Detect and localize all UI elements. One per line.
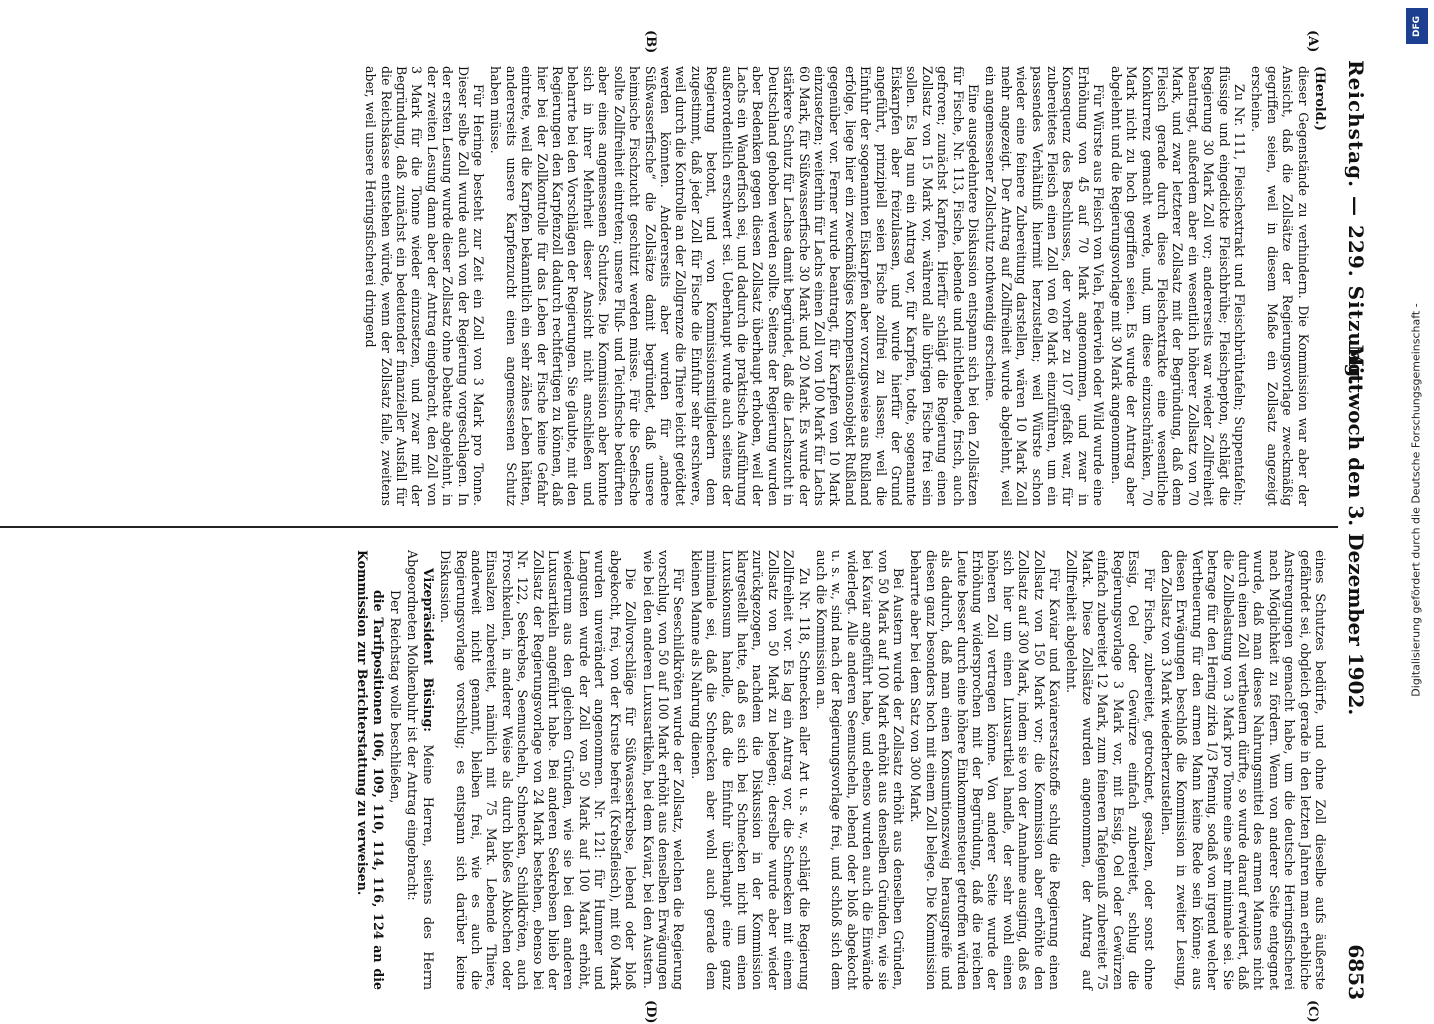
motion-line: Der Reichstag wolle beschließen, — [388, 590, 404, 804]
paragraph: Bei Austern wurde der Zollsatz erhöht aus denselben Gründen, von 50 Mark auf 100 Mark erhöht aus denselben Gründen, wie sie bei Kaviar angeführt habe, und ebenso wurden auch die Einwände widerlegt. Alle anderen Seemuscheln, lebend oder bloß abgekocht u. s. w., sind nach der Regierungsvorlage frei, und schloß sich dem auch die Kommission an. — [814, 550, 907, 990]
paragraph: Eine ausgedehntere Diskussion entspann sich bei den Zollsätzen für Fische, Nr. 113, Fische, lebende und nichtlebende, frisch, auch gefroren; zunächst Karpfen. Hierfür schlägt die Regierung einen Zollsatz von 15 Mark vor, während alle übrigen Fische frei sein sollen. Es lag nun ein Antrag vor, für Karpfen, todte, sogenannte Eiskarpfen aber freizulassen, und wurde hierfür der Grund angeführt, prinzipiell seien Fische zollfrei zu lassen; weil die Einfuhr der sogenannten Eiskarpfen aber vorzugsweise aus Rußland erfolge, liege hier ein zweckmäßiges Kompensationsobjekt Rußland gegenüber vor. Ferner wurde beantragt, für Karpfen von 10 Mark einzusetzen; weiterhin für Lachs einen Zoll von 100 Mark für Lachs 60 Mark, für Süßwasserfische 30 Mark und 20 Mark. Es wurde der stärkere Schutz für Lachse damit begründet, daß die Lachszucht in Deutschland gehoben werden sollte. Seitens der Regierung wurden aber Bedenken gegen diesen Zollsatz überhaupt erhoben, weil der Lachs ein Wanderfisch sei, und dadurch die praktische Ausführung außerordentlich erschwert sei. Ueberhaupt wurde auch seitens der Regierung betont, und von Kommissionsmitgliedern dem zugestimmt, daß jeder Zoll für Fische die Einfuhr sehr erschwere, weil durch die Kontrolle an der Zollgrenze die Thiere leicht getödtet werden könnten. Andererseits aber wurden für „andere Süßwasserfische“ die Zollsätze damit begründet, daß unsere heimische Fischzucht geschützt werden müsse. Für die Seefische sollte Zollfreiheit eintreten; unsere Fluß- und Teichfische bedürften aber eines angemessenen Schutzes. Die Kommission aber konnte sich in ihrer Mehrheit dieser Ansicht nicht anschließen und beharrte bei den Vorschlägen der Regierungen. Sie glaubte, mit den Regierungen den Karpfenzoll dadurch rechtfertigen zu können, daß hier bei der Zollkontrolle für das Leben der Fische keine Gefahr eintrete, weil die Karpfen bekanntlich ein sehr zähes Leben hätten, andererseits unsere Karpfenzucht einen angemessenen Schutz haben müsse. — [488, 66, 982, 506]
paragraph: Für Seeschildkröten wurde der Zollsatz, welchen die Regierung vorschlug, von 50 auf 100 Mark erhöht aus denselben Erwägungen wie bei den anderen Luxusartikeln, bei dem Kaviar, bei den Austern. — [640, 550, 687, 990]
margin-marker-b: (B) — [643, 30, 658, 54]
dfg-watermark-strip — [1398, 0, 1434, 1000]
left-column — [361, 66, 1328, 506]
paragraph: Für Würste aus Fleisch von Vieh, Federvieh oder Wild wurde eine Erhöhung von 45 auf 70 Mark angenommen, und zwar in Konsequenz des Beschlusses, der vorher zu 107 gefaßt war, für zubereitetes Fleisch einen Zoll von 60 Mark einzuführen, um ein passendes Verhältniß hiermit herzustellen; weil Würste schon wieder eine feinere Zubereitung darstellen, wären 10 Mark Zoll mehr angezeigt. Der Antrag auf Zollfreiheit wurde abgelehnt, weil ein angemessener Zollschutz nothwendig erscheine. — [983, 66, 1107, 506]
header-left: Reichstag. — 229. Sitzung. — [1344, 60, 1368, 387]
paragraph: Für Kaviar und Kaviarersatzstoffe schlug die Regierung einen Zollsatz von 150 Mark vor; die Kommission aber erhöhte den Zollsatz auf 300 Mark, indem sie von der Annahme ausging, daß es sich hier um einen Luxusartikel handle, der sehr wohl einen höheren Zoll vertragen könne. Von anderer Seite wurde der Erhöhung widersprochen mit der Begründung, daß die reichen Leute besser durch eine höhere Einkommensteuer getroffen würden als dadurch, daß man einen Konsumtionszweig herausgreife und diesen ganz besonders hoch mit einem Zoll belege. Die Kommission beharrte aber bei dem Satz von 300 Mark. — [908, 550, 1063, 990]
paragraph: Für Heringe besteht zur Zeit ein Zoll von 3 Mark pro Tonne. Dieser selbe Zoll wurde auch von der Regierung vorgeschlagen. In der ersten Lesung wurde dieser Zollsatz ohne Debatte abgelehnt, in der zweiten Lesung dann aber der Antrag eingebracht, den Zoll von 3 Mark für die Tonne wieder einzusetzen, und zwar mit der Begründung, daß zunächst ein bedeutender finanzieller Ausfall für die Reichskasse entstehen würde, wenn der Zollsatz falle, zweitens aber, weil unsere Heringsfischerei dringend — [363, 66, 487, 506]
right-column — [353, 550, 1328, 990]
page-header — [1334, 60, 1378, 1000]
paragraph: Für Fische, zubereitet, getrocknet, gesalzen, oder sonst ohne Essig, Oel oder Gewürze einfach zubereitet, schlug die Regierungsvorlage 3 Mark vor, mit Essig, Oel oder Gewürzen einfach zubereitet 12 Mark, zum feineren Tafelgenuß zubereitet 75 Mark. Diese Zollsätze wurden angenommen, der Antrag auf Zollfreiheit abgelehnt. — [1064, 550, 1157, 990]
rotated-document-page — [0, 30, 1378, 1024]
paragraph: Zu Nr. 118, Schnecken aller Art u. s. w., schlägt die Regierung Zollfreiheit vor. Es lag ein Antrag vor, die Schnecken mit einem Zollsatz von 50 Mark zu belegen; derselbe wurde aber wieder zurückgezogen, nachdem die Diskussion in der Kommission klargestellt hatte, daß es sich bei Schnecken nicht um einen Luxuskonsum handle, daß die Einfuhr überhaupt eine ganz minimale sei, daß die Schnecken aber wohl auch gerade dem kleinen Manne als Nahrung dienen. — [688, 550, 812, 990]
motion-line: die Tarifpositionen 106, 109, 110, 114, 116, 124 an die Kommission zur Berichterstattung zu verweisen. — [355, 550, 386, 990]
column-divider — [0, 526, 1338, 528]
paragraph: Die Zollvorschläge für Süßwasserkrebse, lebend oder bloß abgekocht, frei, von der Kruste befreit (Krebsfleisch), mit 60 Mark wurden unverändert angenommen. Nr. 121: für Hummer und Langusten wurde der Zoll von 50 Mark auf 100 Mark erhöht, wiederum aus den gleichen Gründen, wie sie bei den anderen Luxusartikeln angeführt habe. Bei anderen Seekrebsen blieb der Zollsatz der Regierungsvorlage von 24 Mark bestehen, ebenso bei Nr. 122, Seekrebse, Seemuscheln, Schnecken, Schildkröten, auch Froschkeulen, in anderer Weise als durch bloßes Abkochen oder Einsalzen zubereitet, nämlich mit 75 Mark. Lebende Thiere, anderweit nicht genannt, bleiben frei, wie es auch die Regierungsvorlage vorschlug; es entspann sich darüber keine Diskussion. — [438, 550, 639, 990]
digitization-notice: Digitalisierung gefördert durch die Deutsche Forschungsgemeinschaft - — [1409, 303, 1423, 697]
speaker-continuation: (Herold.) — [1313, 66, 1328, 131]
margin-marker-a: (A) — [1305, 30, 1320, 53]
page-number: 6853 — [1344, 944, 1368, 1000]
paragraph: Zu Nr. 111, Fleischextrakt und Fleischbrühtafeln; Suppentafeln; flüssige und eingedickte Fleischbrühe; Fleischpepton, schlägt die Regierung 30 Mark Zoll vor; andererseits war wieder Zollfreiheit beantragt, außerdem aber ein wesentlich höherer Zollsatz von 70 Mark, und zwar letzterer Zollsatz mit der Begründung, daß dem Fleisch gerade durch diese Fleischextrakte eine wesentliche Konkurrenz gemacht werde, und, um diese einzuschränken, 70 Mark nicht zu hoch gegriffen seien. Es wurde der Antrag aber abgelehnt und die Regierungsvorlage mit 30 Mark angenommen. — [1108, 66, 1247, 506]
speaker-name: Vizepräsident Büsing: — [420, 568, 436, 732]
dfg-logo: DFG — [1406, 8, 1428, 44]
header-date: Mittwoch den 3. Dezember 1902. — [1344, 344, 1368, 716]
president-text: Meine Herren, seitens des Herrn Abgeordneten Molkenbuhr ist der Antrag eingebracht: — [405, 550, 436, 990]
paragraph: dieser Gegenstände zu verhindern. Die Kommission war aber der Ansicht, daß die Zollsätze der Regierungsvorlage zweckmäßig gegriffen seien, weil in diesem Maße ein Zollsatz angezeigt erscheine. — [1249, 66, 1311, 506]
margin-marker-c: (C) — [1305, 1000, 1320, 1023]
president-statement — [405, 550, 436, 990]
margin-marker-d: (D) — [643, 1000, 658, 1024]
paragraph: eines Schutzes bedürfe, und ohne Zoll dieselbe aufs äußerste gefährdet sei, obgleich gerade in den letzten Jahren man erhebliche Anstrengungen gemacht habe, um die deutsche Heringsfischerei nach Möglichkeit zu fördern. Wenn von anderer Seite entgegnet wurde, daß man dieses Nahrungsmittel des armen Mannes nicht durch einen Zoll vertheuern dürfte, so wurde darauf erwidert, daß die Zollbelastung von 3 Mark pro Tonne eine sehr minimale sei. Sie betrage für den Hering zirka 1/3 Pfennig, sodaß von irgend welcher Vertheuerung für den armen Mann keine Rede sein könne; aus diesen Erwägungen beschloß die Kommission in zweiter Lesung, den Zollsatz von 3 Mark wiederherzustellen. — [1158, 550, 1328, 990]
